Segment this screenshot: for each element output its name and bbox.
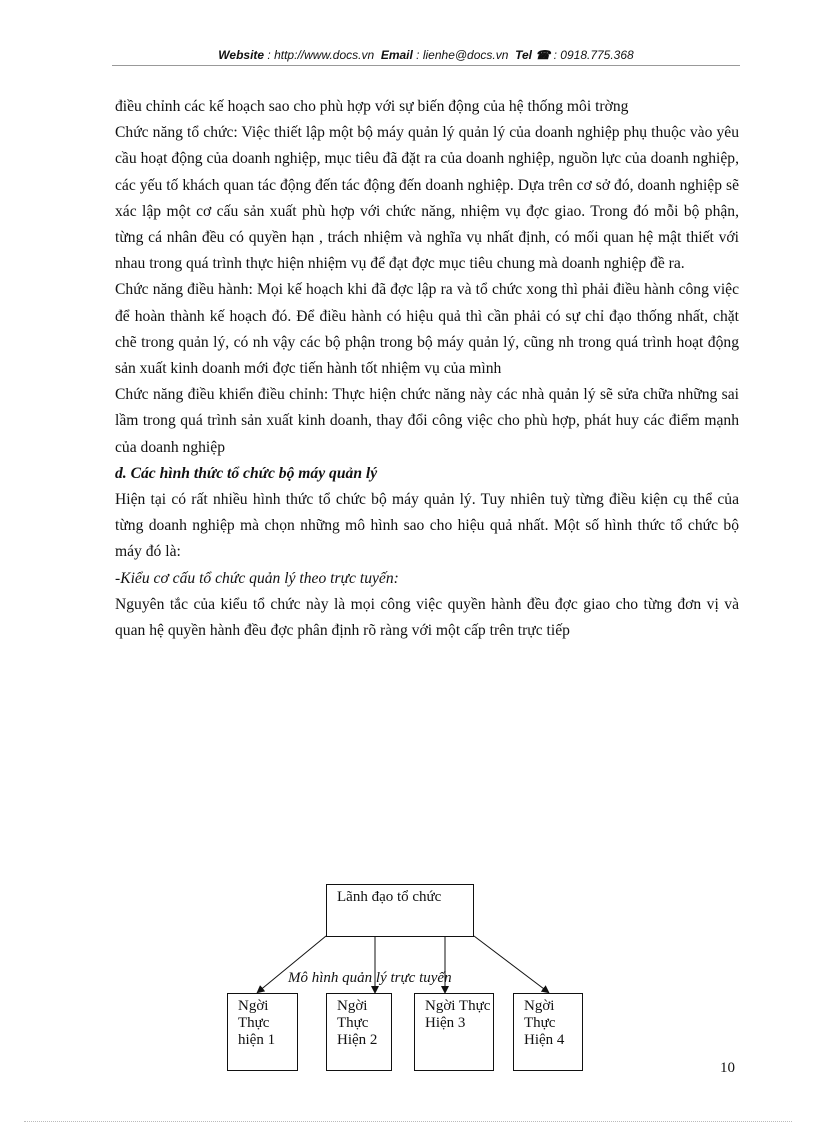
paragraph: Nguyên tắc của kiểu tổ chức này là mọi công việc quyền hành đều đợc giao cho từng đơn vị và quan hệ quyền hành đều đợc phân định rõ ràng với một cấp trên trực tiếp xyxy=(115,595,739,640)
paragraph: Hiện tại có rất nhiều hình thức tổ chức bộ máy quản lý. Tuy nhiên tuỳ từng điều kiện cụ thể của từng doanh nghiệp mà chọn những mô hình sao cho hiệu quả nhất. Một số hình thức tổ chức bộ máy đó là: xyxy=(115,491,739,561)
section-heading: d. Các hình thức tổ chức bộ máy quản lý xyxy=(115,464,378,482)
paragraph: điều chỉnh các kế hoạch sao cho phù hợp với sự biến động của hệ thống môi trờng xyxy=(115,98,629,115)
website-label: Website xyxy=(218,48,265,62)
subheading: -Kiểu cơ cấu tổ chức quản lý theo trực tuyến: xyxy=(115,569,399,587)
worker-box-label: Ngời Thực Hiện 3 xyxy=(425,998,491,1031)
worker-box-3 xyxy=(414,993,494,1071)
leader-box-label: Lãnh đạo tổ chức xyxy=(337,889,442,905)
worker-box-2 xyxy=(326,993,392,1071)
paragraph: Chức năng điều hành: Mọi kế hoạch khi đã đợc lập ra và tổ chức xong thì phải điều hành công việc để hoàn thành kế hoạch đó. Để điều hành có hiệu quả thì cần phải có sự chỉ đạo thống nhất, chặt chẽ trong quản lý, có nh vậy các bộ phận trong bộ máy quản lý, cũng nh trong quá trình hoạt động sản xuất kinh doanh mới đợc tiến hành tốt nhiệm vụ của mình xyxy=(115,281,739,378)
paragraph: Chức năng điều khiển điều chỉnh: Thực hiện chức năng này các nhà quản lý sẽ sửa chữa những sai lầm trong quá trình sản xuất kinh doanh, thay đổi công việc cho phù hợp, phát huy các điểm mạnh của doanh nghiệp xyxy=(115,386,739,456)
connector-line xyxy=(474,936,548,992)
paragraph: Chức năng tổ chức: Việc thiết lập một bộ máy quản lý quản lý của doanh nghiệp phụ thuộc vào yêu cầu hoạt động của doanh nghiệp, mục tiêu đã đặt ra của doanh nghiệp, nguồn lực của doanh nghiệp, các yếu tố khách quan tác động đến tác động đến doanh nghiệp. Dựa trên cơ sở đó, doanh nghiệp sẽ xác lập một cơ cấu sản xuất phù hợp với chức năng, nhiệm vụ đợc giao. Trong đó mỗi bộ phận, từng cá nhân đều có quyền hạn , trách nhiệm và nghĩa vụ nhất định, có mối quan hệ mật thiết với nhau trong quá trình thực hiện nhiệm vụ để đạt đợc mục tiêu chung mà doanh nghiệp đề ra. xyxy=(115,124,739,273)
worker-box-1 xyxy=(227,993,298,1071)
tel-value: : 0918.775.368 xyxy=(553,48,634,62)
worker-box-4 xyxy=(513,993,583,1071)
diagram-caption: Mô hình quản lý trực tuyến xyxy=(288,970,452,986)
phone-icon: ☎ xyxy=(535,48,551,62)
footer-divider xyxy=(24,1121,792,1122)
leader-box xyxy=(326,884,474,937)
worker-box-label: Ngời Thực hiện 1 xyxy=(238,998,276,1048)
tel-label: Tel xyxy=(515,48,532,62)
worker-box-label: Ngời Thực Hiện 2 xyxy=(337,998,378,1048)
worker-box-label: Ngời Thực Hiện 4 xyxy=(524,998,565,1048)
website-value: : http://www.docs.vn xyxy=(267,48,375,62)
email-label: Email xyxy=(380,48,413,62)
page-number: 10 xyxy=(720,1060,735,1076)
email-value: : lienhe@docs.vn xyxy=(416,48,509,62)
